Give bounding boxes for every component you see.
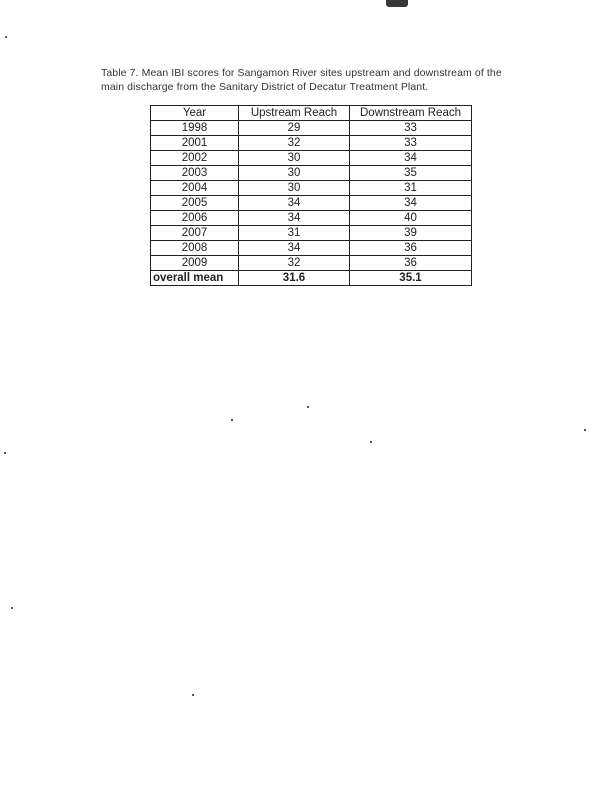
cell-upstream: 32 [239,256,350,271]
cell-downstream: 36 [350,256,472,271]
cell-upstream: 34 [239,196,350,211]
table-row [151,166,472,181]
mean-label: overall mean [151,271,239,286]
cell-downstream: 36 [350,241,472,256]
cell-upstream: 30 [239,166,350,181]
scan-speck [307,406,309,408]
table-row [151,211,472,226]
scan-speck [192,694,194,696]
caption-line-1: Table 7. Mean IBI scores for Sangamon River sites upstream and downstream of the [101,67,502,79]
cell-upstream: 34 [239,241,350,256]
cell-year: 2005 [151,196,239,211]
ibi-scores-table [150,105,472,286]
cell-upstream: 30 [239,151,350,166]
scan-speck [4,452,6,454]
cell-year: 2008 [151,241,239,256]
scan-speck [370,441,372,443]
cell-year: 2001 [151,136,239,151]
table-row [151,241,472,256]
cell-upstream: 31 [239,226,350,241]
cell-downstream: 34 [350,151,472,166]
cell-year: 2007 [151,226,239,241]
table-header-row [151,106,472,121]
scan-speck [584,429,586,431]
cell-downstream: 39 [350,226,472,241]
cell-downstream: 31 [350,181,472,196]
cell-year: 2003 [151,166,239,181]
scan-speck [231,419,233,421]
table-row [151,181,472,196]
cell-year: 2009 [151,256,239,271]
cell-upstream: 29 [239,121,350,136]
mean-upstream: 31.6 [239,271,350,286]
table-row [151,256,472,271]
header-upstream-reach: Upstream Reach [239,106,350,121]
cell-downstream: 40 [350,211,472,226]
table-row [151,151,472,166]
caption-line-2: main discharge from the Sanitary District of Decatur Treatment Plant. [101,81,429,93]
header-year: Year [151,106,239,121]
cell-upstream: 32 [239,136,350,151]
scan-speck [11,607,13,609]
scan-artifact-mark [386,0,408,7]
scan-speck [5,36,7,38]
cell-downstream: 33 [350,121,472,136]
header-downstream-reach: Downstream Reach [350,106,472,121]
overall-mean-row [151,271,472,286]
cell-year: 2002 [151,151,239,166]
cell-upstream: 30 [239,181,350,196]
cell-downstream: 35 [350,166,472,181]
cell-year: 1998 [151,121,239,136]
table-row [151,226,472,241]
table-row [151,121,472,136]
cell-downstream: 33 [350,136,472,151]
table-row [151,196,472,211]
cell-upstream: 34 [239,211,350,226]
cell-year: 2004 [151,181,239,196]
mean-downstream: 35.1 [350,271,472,286]
cell-downstream: 34 [350,196,472,211]
cell-year: 2006 [151,211,239,226]
table-caption [101,66,502,94]
table-row [151,136,472,151]
